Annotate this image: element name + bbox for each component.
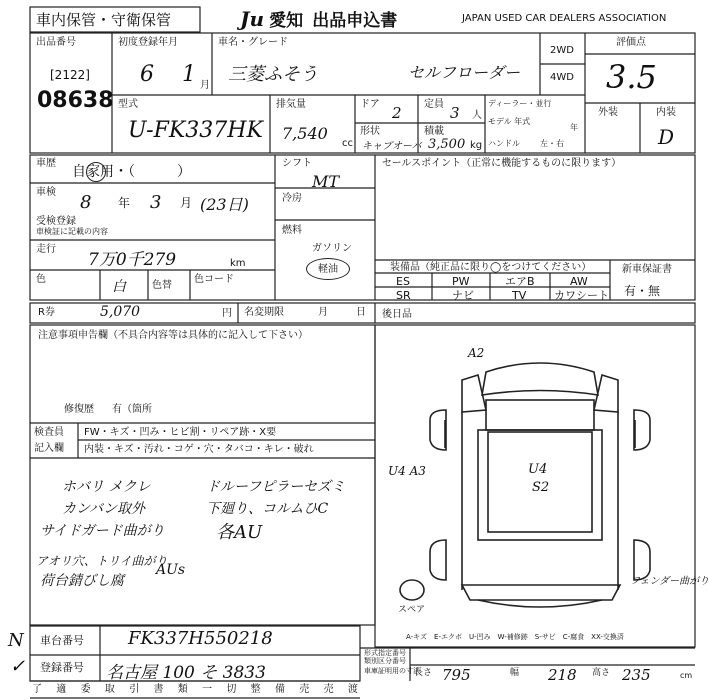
note-line-6: ドルーフピラーセズミ: [206, 479, 346, 495]
registration-month-unit: 月: [200, 80, 210, 91]
load-label: 積載: [424, 126, 444, 137]
bottom-cell: 委: [80, 684, 91, 695]
recycle-label: 受検登録: [36, 216, 76, 227]
name-change-month: 月: [318, 307, 328, 318]
recycle-fee-unit: 円: [222, 308, 232, 319]
type-number-label: 形式指定番号: [364, 649, 406, 657]
fuel-label: 燃料: [282, 225, 302, 236]
note-line-1: ホバリ メクレ: [62, 479, 151, 495]
ju-logo-mark: Ju: [240, 7, 265, 31]
model-year-label: モデル 年式: [488, 117, 531, 126]
interior-check-row[interactable]: 内装・キズ・汚れ・コゲ・穴・タバコ・キレ・破れ: [84, 444, 314, 455]
interior-label: 内装: [656, 107, 676, 118]
bottom-cell: 適: [56, 684, 67, 695]
inspection-year-unit: 年: [118, 196, 131, 210]
sales-point-label: セールスポイント（正常に機能するものに限ります）: [382, 158, 622, 169]
recycle-note: 車検証に記載の内容: [36, 227, 108, 236]
mileage-unit: km: [230, 258, 246, 269]
equipment-es[interactable]: ES: [396, 275, 410, 288]
damage-label-center-1: U4: [528, 462, 548, 477]
note-line-3: サイドガード曲がり: [40, 523, 165, 539]
bottom-cell: 売: [299, 684, 310, 695]
body-shape-value: キャブオーバ: [362, 141, 422, 152]
cooler-label: 冷房: [282, 193, 302, 204]
mileage-value: 7万0千279: [88, 250, 177, 270]
damage-label-fender: フェンダー曲がり: [630, 576, 709, 587]
drive-2wd-option[interactable]: 2WD: [550, 45, 574, 56]
equipment-sr[interactable]: SR: [396, 289, 411, 302]
vehicle-make: 三菱ふそう: [228, 64, 318, 85]
width-value: 218: [548, 666, 577, 684]
displacement-unit: cc: [342, 138, 353, 149]
equipment-label: 装備品（純正品に限り◯をつけてください）: [390, 262, 592, 273]
dimension-unit: cm: [680, 671, 693, 680]
equipment-aw[interactable]: AW: [570, 275, 588, 288]
color-value: 白: [112, 279, 126, 295]
bottom-cell: 了: [32, 684, 42, 695]
capacity-unit: 人: [472, 110, 482, 121]
shift-value: MT: [312, 172, 340, 191]
shift-label: シフト: [282, 158, 312, 169]
note-line-9: AUs: [156, 562, 186, 578]
registration-year: 6: [140, 62, 154, 87]
lot-sub-number: [2122]: [50, 68, 90, 82]
warranty-label: 新車保証書: [622, 264, 672, 275]
bottom-cell: 書: [153, 684, 164, 695]
note-line-7: 下廻り、コルムひC: [206, 501, 329, 517]
bottom-cell: 備: [274, 684, 285, 695]
height-label: 高さ: [592, 668, 611, 678]
inspector-label: 検査員: [34, 427, 64, 438]
lot-number: 08638: [37, 88, 114, 113]
equipment-leather-seat[interactable]: カワシート: [554, 289, 609, 302]
association-name: JAPAN USED CAR DEALERS ASSOCIATION: [462, 13, 667, 24]
capacity-label: 定員: [424, 99, 444, 110]
damage-legend: A-キズ E-エクボ U-凹み W-補修跡 S-サビ C-腐食 XX-交換済: [406, 633, 624, 641]
width-label: 幅: [510, 668, 520, 678]
damage-label-left: U4 A3: [388, 464, 426, 478]
inspection-year: 8: [80, 192, 92, 213]
length-label: 長さ: [414, 668, 433, 678]
notes-title: 注意事項申告欄（不具合内容等は具体的に記入して下さい）: [38, 330, 308, 341]
repair-history-options[interactable]: 有（箇所: [112, 404, 152, 415]
form-title: 出品申込書: [312, 11, 398, 31]
bottom-cell: 一: [202, 684, 213, 695]
name-change-label: 名変期限: [244, 307, 284, 318]
model-value: U-FK337HK: [128, 118, 263, 143]
inspection-label: 車検: [36, 187, 56, 198]
exterior-check-row[interactable]: FW・キズ・凹み・ヒビ割・リペア跡・X要: [84, 427, 277, 438]
load-unit: kg: [470, 140, 483, 151]
equipment-airbag[interactable]: エアB: [505, 275, 535, 288]
vehicle-grade: セルフローダー: [408, 63, 521, 82]
equipment-pw[interactable]: PW: [452, 275, 470, 288]
inspection-month: 3: [150, 192, 162, 213]
displacement-value: 7,540: [282, 124, 328, 143]
org-name: 愛知: [269, 11, 304, 31]
bottom-cell: 引: [129, 684, 140, 695]
category-number-label: 類別区分番号: [364, 657, 406, 665]
equipment-navi[interactable]: ナビ: [452, 289, 474, 302]
doors-value: 2: [392, 104, 402, 122]
color-code-label: 色コード: [194, 274, 234, 285]
note-line-4: アオリ穴、トリイ曲がり: [36, 554, 168, 568]
dealer-import-label: ディーラー・並行: [488, 99, 552, 108]
name-change-day: 日: [356, 307, 366, 318]
inspection-day: (23日): [200, 195, 249, 214]
chassis-label: 車台番号: [40, 634, 84, 647]
damage-label-center-2: S2: [532, 480, 550, 495]
record-label: 記入欄: [34, 443, 64, 454]
fuel-diesel[interactable]: 軽油: [318, 264, 338, 275]
plate-label: 登録番号: [40, 661, 84, 674]
bottom-cell: 類: [177, 684, 188, 695]
lot-label: 出品番号: [36, 37, 76, 48]
recycle-fee-value: 5,070: [100, 304, 141, 320]
history-value[interactable]: 自家用・（ ）: [72, 164, 191, 180]
bottom-cell: 切: [226, 684, 237, 695]
note-line-8: 各AU: [216, 522, 263, 543]
garage-cert-label: 車庫証明用の寸法: [364, 667, 420, 675]
mileage-label: 走行: [36, 244, 56, 255]
height-value: 235: [622, 666, 651, 684]
plate-value: 名古屋 100 そ 3833: [106, 663, 266, 683]
note-line-5: 荷台錆びし腐: [40, 573, 124, 589]
body-shape-label: 形状: [360, 126, 380, 137]
score-label: 評価点: [616, 37, 646, 48]
spare-tire-label: スペア: [398, 605, 426, 615]
color-label: 色: [36, 274, 46, 285]
model-label: 型式: [118, 99, 138, 110]
exterior-label: 外装: [598, 107, 618, 118]
drive-4wd-option[interactable]: 4WD: [550, 72, 574, 83]
bottom-cell: 整: [250, 684, 261, 695]
registration-month: 1: [182, 62, 196, 87]
capacity-value: 3: [450, 104, 460, 122]
load-value: 3,500: [428, 137, 466, 152]
note-line-2: カンバン取外: [62, 501, 146, 517]
recycle-fee-label: R券: [38, 307, 55, 318]
damage-label-front: A2: [468, 346, 485, 360]
length-value: 795: [442, 666, 471, 684]
bottom-cell: 取: [104, 684, 115, 695]
vehicle-name-label: 車名・グレード: [218, 37, 288, 48]
score-value: 3.5: [606, 58, 657, 96]
equipment-tv[interactable]: TV: [512, 289, 527, 302]
handle-options[interactable]: 左・右: [540, 139, 564, 148]
storage-label: 車内保管・守衛保管: [36, 11, 172, 29]
bottom-stamp-row: [32, 684, 358, 696]
color-change-label: 色替: [152, 280, 172, 291]
registration-label: 初度登録年月: [118, 37, 178, 48]
check-mark-n: N: [8, 630, 24, 651]
fuel-gasoline[interactable]: ガソリン: [312, 243, 352, 254]
handle-label: ハンドル: [488, 139, 520, 148]
bottom-cell: 渡: [347, 684, 358, 695]
bottom-cell: 売: [323, 684, 334, 695]
check-mark-tick: ✓: [10, 656, 26, 677]
doors-label: ドア: [360, 99, 380, 110]
warranty-options[interactable]: 有・無: [624, 284, 661, 298]
inspection-month-unit: 月: [180, 196, 193, 210]
repair-history-label: 修復歴: [64, 404, 94, 415]
history-label: 車歴: [36, 158, 56, 169]
model-year-unit: 年: [570, 123, 578, 132]
displacement-label: 排気量: [276, 99, 306, 110]
interior-score: D: [658, 125, 675, 149]
chassis-value: FK337H550218: [128, 628, 273, 649]
after-items-label: 後日品: [382, 309, 412, 320]
